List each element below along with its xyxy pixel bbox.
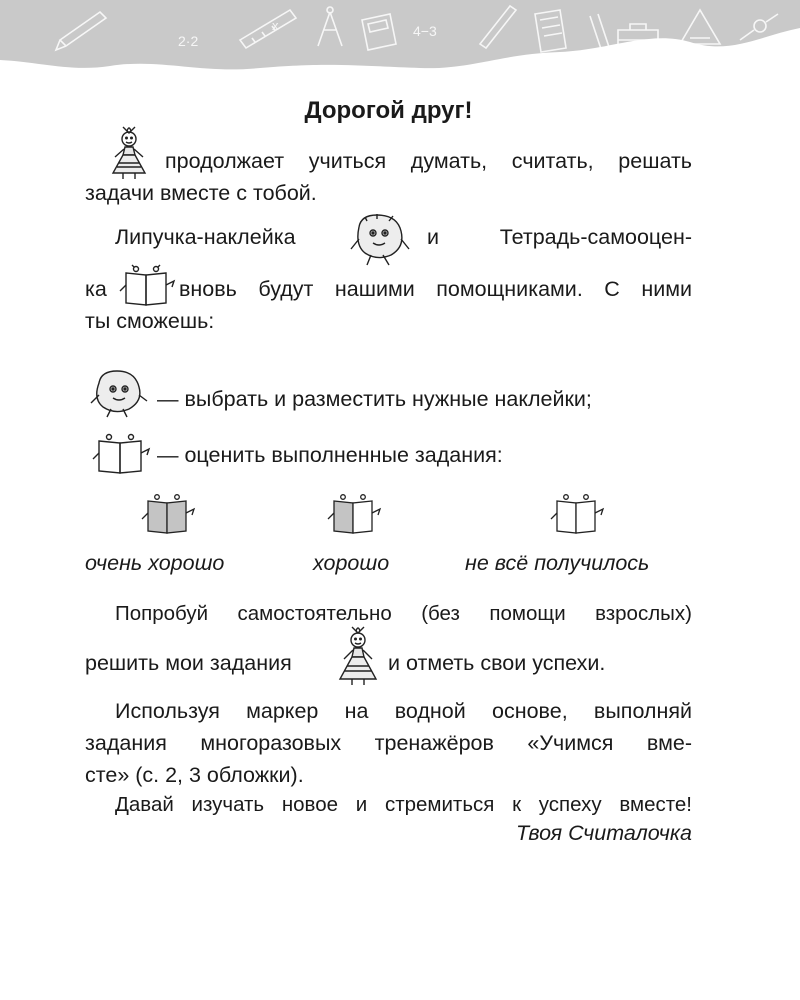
signature: Твоя Считалочка bbox=[516, 821, 692, 845]
try-line-2a: решить мои задания bbox=[85, 651, 292, 675]
helpers-line-2a: ка bbox=[85, 277, 107, 301]
doodle-text: 4−3 bbox=[413, 23, 437, 39]
marker-line-2: задания многоразовых тренажёров «Учимся вме- bbox=[85, 731, 692, 755]
marker-line-1: Используя маркер на водной основе, выполняй bbox=[115, 699, 692, 723]
notebook-character-icon bbox=[91, 431, 151, 477]
rating-notebook-good bbox=[326, 493, 382, 537]
helpers-line-3: ты сможешь: bbox=[85, 309, 215, 333]
doodle-text: x bbox=[272, 18, 279, 33]
sticker-character-icon bbox=[347, 209, 413, 267]
intro-line-1: продолжает учиться думать, считать, решать bbox=[165, 149, 692, 173]
rating-label-excellent: очень хорошо bbox=[85, 551, 225, 575]
try-line-2b: и отметь свои успехи. bbox=[388, 651, 606, 675]
header-banner bbox=[0, 0, 800, 95]
helpers-line-2b: вновь будут нашими помощниками. С ними bbox=[179, 277, 692, 301]
helpers-line-1c: Тетрадь-самооцен- bbox=[499, 225, 692, 249]
sticker-character-icon bbox=[87, 367, 149, 419]
ability-line-1: — выбрать и разместить нужные наклейки; bbox=[157, 387, 592, 411]
intro-line-2: задачи вместе с тобой. bbox=[85, 181, 317, 205]
page-title: Дорогой друг! bbox=[304, 97, 473, 124]
rating-notebook-excellent bbox=[140, 493, 196, 537]
ability-line-2: — оценить выполненные задания: bbox=[157, 443, 503, 467]
closing-line: Давай изучать новое и стремиться к успеху вместе! bbox=[115, 793, 692, 816]
notebook-character-icon bbox=[118, 263, 176, 309]
try-line-1: Попробуй самостоятельно (без помощи взрослых) bbox=[115, 602, 692, 625]
girl-character-icon bbox=[332, 623, 384, 687]
rating-notebook-not-all bbox=[549, 493, 605, 537]
helpers-line-1b: и bbox=[427, 225, 440, 249]
doodle-text: 2·2 bbox=[178, 33, 199, 49]
rating-label-good: хорошо bbox=[313, 551, 390, 575]
rating-label-not-all: не всё получилось bbox=[465, 551, 650, 575]
helpers-line-1a: Липучка-наклейка bbox=[115, 225, 296, 249]
doodle-text: 1+6 bbox=[572, 53, 591, 65]
marker-line-3: сте» (с. 2, 3 обложки). bbox=[85, 763, 304, 787]
